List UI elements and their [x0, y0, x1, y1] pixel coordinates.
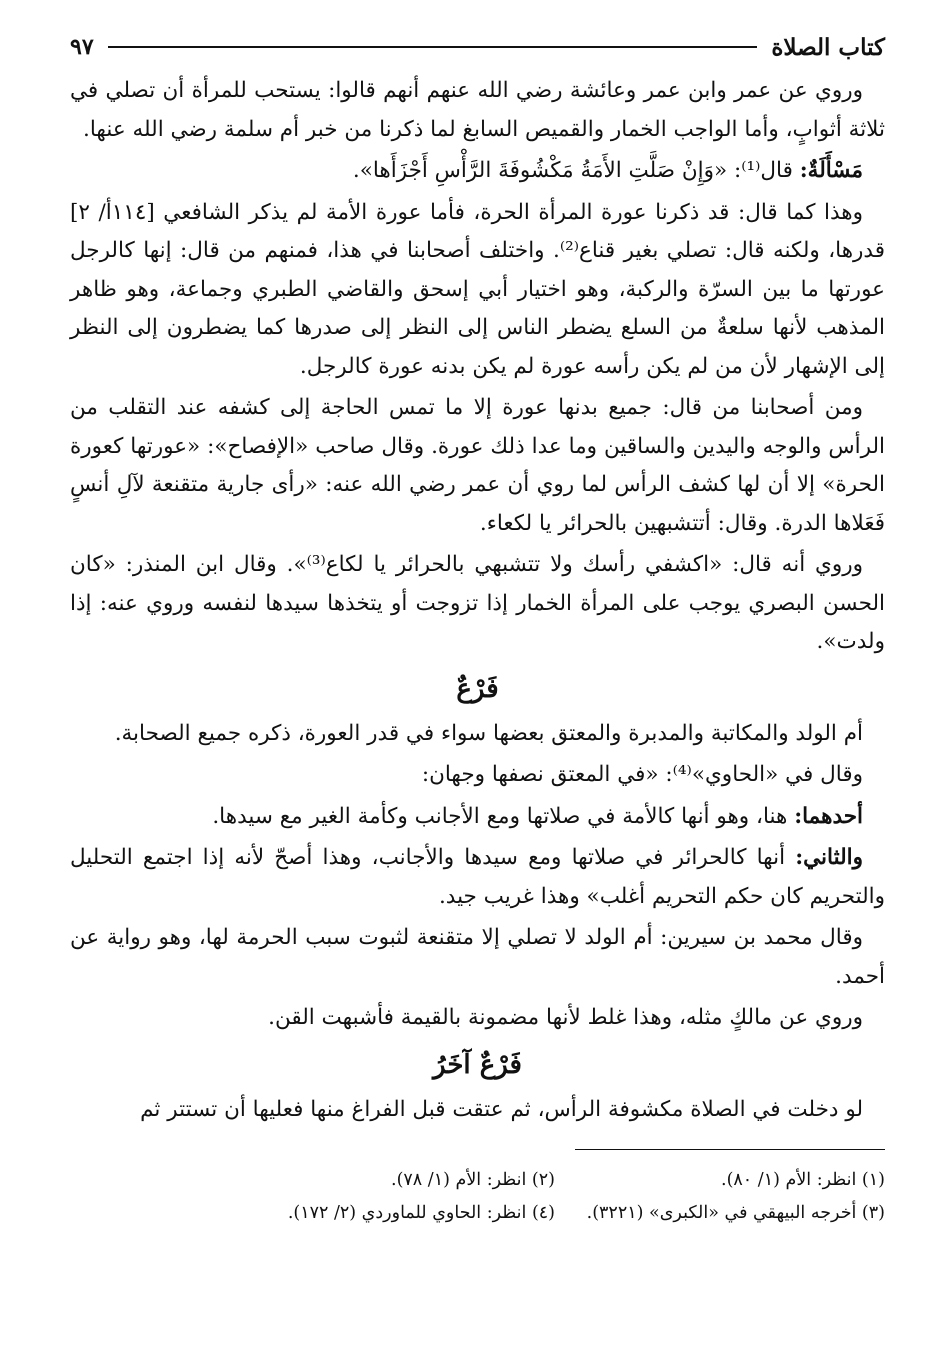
- section-heading-far: فَرْعٌ: [456, 673, 499, 704]
- page: [70, 30, 885, 1230]
- paragraph-masala: [70, 152, 885, 191]
- paragraph-second-view: [70, 839, 885, 916]
- paragraph: وهذا كما قال: قد ذكرنا عورة المرأة الحرة، فأما عورة الأمة لم يذكر الشافعي [١١٤أ/ ٢] قدرها، ولكنه قال: تصلي بغير قناع⁽²⁾. واختلف أصحابنا في هذا، فمنهم من قال: إنها كالرجل عورتها ما بين السرّة والركبة، وهو اختيار أبي إسحق والقاضي الطبري وجماعة، وهو ظاهر المذهب لأنها سلعةٌ من السلع يضطر الناس إلى النظر إلى صدرها كما يضطرون إلى النظر إلى الإشهار لأن من لم يكن رأسه عورة لم يكن بدنه عورة كالرجل.: [70, 199, 885, 379]
- footnote-row: [70, 1197, 885, 1230]
- paragraph-first-view: [70, 798, 885, 837]
- paragraph: لو دخلت في الصلاة مكشوفة الرأس، ثم عتقت قبل الفراغ منها فعليها أن تستتر ثم: [140, 1096, 863, 1122]
- footnote-4: (٤) انظر: الحاوي للماوردي (٢/ ١٧٢).: [287, 1203, 555, 1223]
- main-text: [70, 72, 885, 1129]
- paragraph: وروي عن مالكٍ مثله، وهذا غلط لأنها مضمونة بالقيمة فأشبهت القن.: [268, 1005, 863, 1030]
- paragraph: أم الولد والمكاتبة والمدبرة والمعتق بعضها سواء في قدر العورة، ذكره جميع الصحابة.: [114, 720, 863, 746]
- masala-text: قال⁽¹⁾: «وَإِنْ صَلَّتِ الأَمَةُ مَكْشُوفَةَ الرَّأْسِ أَجْزَأَها».: [352, 158, 793, 183]
- first-view-text: هنا، وهو أنها كالأمة في صلاتها ومع الأجانب وكأمة الغير مع سيدها.: [212, 803, 788, 829]
- second-view-text: أنها كالحرائر في صلاتها ومع سيدها والأجانب، وهذا أصحّ لأنه إذا اجتمع التحليل والتحريم كان حكم التحريم أغلب» وهذا غريب جيد.: [70, 845, 885, 909]
- second-view-label: والثاني:: [795, 845, 863, 870]
- footnote-2: (٢) انظر: الأم (١/ ٧٨).: [391, 1170, 555, 1190]
- page-number: ٩٧: [70, 34, 94, 60]
- book-title: كتاب الصلاة: [771, 33, 885, 61]
- footnote-rule: [575, 1149, 885, 1150]
- first-view-label: أحدهما:: [794, 803, 863, 829]
- section-heading-another-far: فَرْعٌ آخَرُ: [433, 1049, 522, 1080]
- masala-label: مَسْأَلَةٌ:: [799, 158, 863, 183]
- paragraph: وقال محمد بن سيرين: أم الولد لا تصلي إلا متقنعة لثبوت سبب الحرمة لها، وهو رواية عن أحمد.: [70, 925, 885, 989]
- paragraph: وروي أنه قال: «اكشفي رأسك ولا تتشبهي بالحرائر يا لكاع⁽³⁾». وقال ابن المنذر: «كان الحسن البصري يوجب على المرأة الخمار إذا تزوجت أو يتخذها سيدها لنفسه وروي عنه: إذا ولدت».: [70, 552, 885, 654]
- running-header: [70, 30, 885, 64]
- paragraph: ومن أصحابنا من قال: جميع بدنها عورة إلا ما تمس الحاجة إلى كشفه عند التقلب من الرأس والوجه واليدين والساقين وما عدا ذلك عورة. وقال صاحب «الإفصاح»: «عورتها كعورة الحرة» إلا أن لها كشف الرأس لما روي أن عمر رضي الله عنه: «رأى جارية متقنعة لآلِ أنسٍ فَعَلاها الدرة. وقال: أتتشبهين بالحرائر يا لكعاء.: [70, 395, 885, 536]
- paragraph: وقال في «الحاوي»⁽⁴⁾: «في المعتق نصفها وجهان:: [421, 762, 863, 787]
- paragraph: وروي عن عمر وابن عمر وعائشة رضي الله عنهم أنهم قالوا: يستحب للمرأة أن تصلي في ثلاثة أثوابٍ، وأما الواجب الخمار والقميص السابغ لما ذكرنا من خبر أم سلمة رضي الله عنها.: [70, 78, 885, 142]
- header-rule: [108, 46, 758, 48]
- footnote-3: (٣) أخرجه البيهقي في «الكبرى» (٣٢٢١).: [586, 1203, 885, 1223]
- footnote-row: [70, 1164, 885, 1197]
- footnote-1: (١) انظر: الأم (١/ ٨٠).: [721, 1170, 885, 1190]
- footnotes: [70, 1164, 885, 1230]
